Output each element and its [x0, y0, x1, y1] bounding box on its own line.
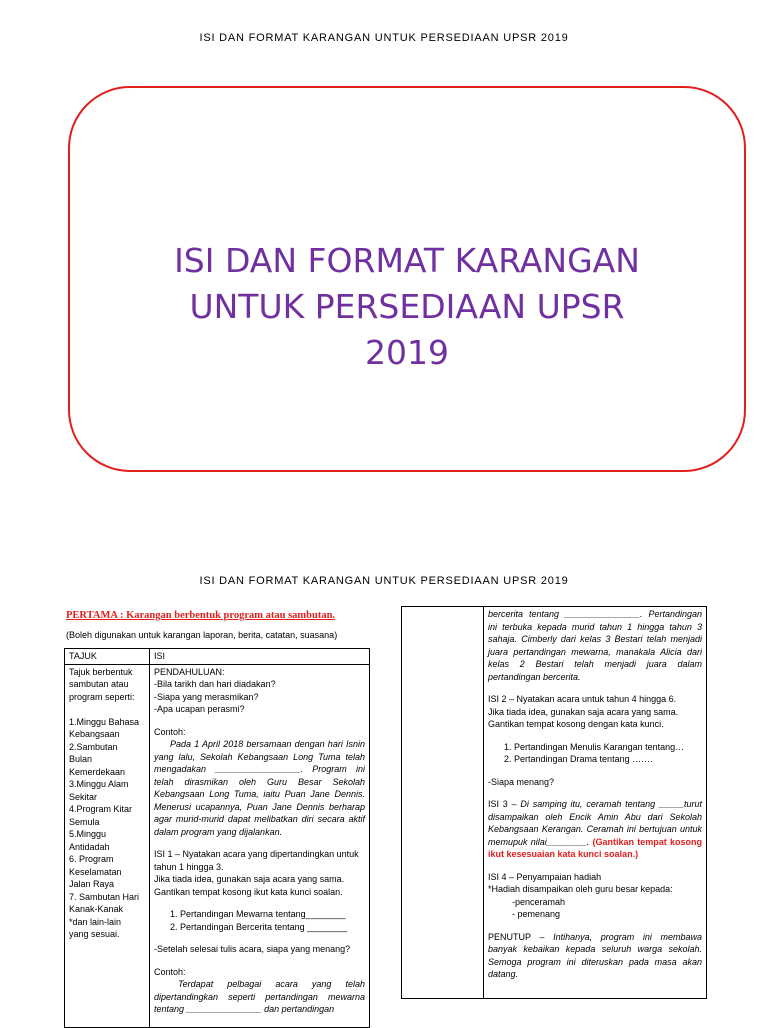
- tajuk-line: Tajuk berbentuk: [69, 666, 133, 677]
- cover-title-line-2: UNTUK PERSEDIAAN UPSR: [189, 287, 625, 326]
- isi-1-heading: ISI 1 – Nyatakan acara yang dipertandingkan untuk tahun 1 hingga 3.: [154, 849, 359, 872]
- tajuk-line: program seperti:: [69, 691, 135, 702]
- setelah-question: -Setelah selesai tulis acara, siapa yang menang?: [154, 944, 351, 955]
- list-item-4: 2. Pertandingan Drama tentang …….: [504, 754, 653, 764]
- tajuk-line: Kemerdekaan: [69, 766, 126, 777]
- isi-cell: [150, 664, 370, 1027]
- isi-4-item-2: - pemenang: [512, 909, 561, 919]
- question-1: -Bila tarikh dan hari diadakan?: [154, 679, 276, 690]
- penutup-paragraph: [488, 931, 702, 981]
- tajuk-line: [69, 703, 145, 716]
- tajuk-cell: [65, 664, 150, 1027]
- column-header-isi: ISI: [150, 649, 370, 665]
- tajuk-line: Kanak-Kanak: [69, 904, 124, 915]
- page-header-top: ISI DAN FORMAT KARANGAN UNTUK PERSEDIAAN UPSR 2019: [199, 32, 569, 44]
- tajuk-line: 2.Sambutan: [69, 741, 118, 752]
- contoh-paragraph-1: Pada 1 April 2018 bersamaan dengan hari Isnin yang lalu, Sekolah Kebangsaan Long Tuma telah mengadakan _________________. Program ini telah dirasmikan oleh Guru Besar Sekolah Kebangsaan Long Tuma, iaitu Puan Jane Dennis. Menerusi ucapannya, Puan Jane Dennis berharap agar murid-murid dapat melibatkan diri secara aktif dalam program yang dijalankan.: [154, 739, 365, 837]
- tajuk-line: Semula: [69, 816, 100, 827]
- pendahuluan-label: PENDAHULUAN:: [154, 666, 225, 677]
- tajuk-line: 7. Sambutan Hari: [69, 891, 140, 902]
- isi-4-item-1: -penceramah: [512, 896, 566, 907]
- isi-3-paragraph: [488, 798, 702, 861]
- penutup-label: PENUTUP –: [488, 931, 554, 942]
- section-heading-pertama: PERTAMA : Karangan berbentuk program atau sambutan.: [66, 610, 336, 621]
- tajuk-line: 1.Minggu Bahasa: [69, 716, 140, 727]
- penutup-text: Intihanya, program ini membawa banyak kebaikan kepada seluruh warga sekolah. Semoga program ini diteruskan pada masa akan datang.: [488, 931, 703, 979]
- tajuk-line: sambutan atau: [69, 679, 129, 690]
- question-3: -Apa ucapan perasmi?: [154, 704, 245, 715]
- cover-title: [68, 238, 746, 376]
- list-item-2: 2. Pertandingan Bercerita tentang ________: [170, 921, 348, 932]
- tajuk-line: Kebangsaan: [69, 729, 120, 740]
- tajuk-line: Bulan: [69, 754, 93, 765]
- format-table-left: [64, 648, 370, 1028]
- tajuk-line: Sekitar: [69, 791, 98, 802]
- page-header-mid: ISI DAN FORMAT KARANGAN UNTUK PERSEDIAAN UPSR 2019: [199, 575, 569, 587]
- tajuk-line: 4.Program Kitar: [69, 804, 133, 815]
- list-item-3: 1. Pertandingan Menulis Karangan tentang…: [504, 741, 685, 752]
- isi-2-note-b: Gantikan tempat kosong dengan kata kunci.: [488, 719, 664, 729]
- tajuk-cell-right: [402, 607, 484, 999]
- siapa-question: -Siapa menang?: [488, 776, 555, 787]
- isi-2-note-a: Jika tiada idea, gunakan saja acara yang sama.: [488, 706, 679, 717]
- section-note: (Boleh digunakan untuk karangan laporan, berita, catatan, suasana): [66, 630, 338, 640]
- tajuk-line: yang sesuai.: [69, 929, 120, 940]
- isi-3-label: ISI 3 –: [488, 799, 521, 809]
- tajuk-line: 6. Program: [69, 854, 114, 865]
- isi-1-note-a: Jika tiada idea, gunakan saja acara yang sama.: [154, 874, 345, 885]
- isi-3-text: Di samping itu, ceramah tentang _____turut disampaikan oleh Encik Amin Abu dari Sekolah Kebangsaan Kerangan. Ceramah ini bertujuan untuk memupuk nilai________.: [488, 799, 702, 847]
- isi-1-note-b: Gantikan tempat kosong ikut kata kunci soalan.: [154, 886, 343, 897]
- contoh-label-1: Contoh:: [154, 726, 186, 737]
- continued-paragraph: bercerita tentang _______________. Pertandingan ini terbuka kepada murid tahun 1 hingga tahun 3 sahaja. Cimberly dari kelas 3 Bestari telah menjadi juara pertandingan mewarna, manakala Alicia dari kelas 2 Bestari telah menjadi juara dalam pertandingan bercerita.: [488, 609, 702, 682]
- list-item-1: 1. Pertandingan Mewarna tentang________: [170, 909, 346, 920]
- cover-title-line-1: ISI DAN FORMAT KARANGAN: [174, 241, 640, 280]
- isi-4-heading: ISI 4 – Penyampaian hadiah: [488, 871, 602, 882]
- column-header-tajuk: TAJUK: [65, 649, 150, 665]
- tajuk-line: Jalan Raya: [69, 879, 115, 890]
- tajuk-line: *dan lain-lain: [69, 916, 122, 927]
- contoh-paragraph-2: Terdapat pelbagai acara yang telah dipertandingkan seperti pertandingan mewarna tentang _______________ dan pertandingan: [154, 979, 365, 1015]
- isi-cell-right: [484, 607, 707, 999]
- contoh-label-2: Contoh:: [154, 966, 186, 977]
- tajuk-line: Keselamatan: [69, 866, 122, 877]
- tajuk-line: 5.Minggu: [69, 829, 107, 840]
- isi-2-heading: ISI 2 – Nyatakan acara untuk tahun 4 hingga 6.: [488, 694, 677, 704]
- tajuk-line: 3.Minggu Alam: [69, 779, 129, 790]
- cover-title-line-3: 2019: [365, 333, 449, 372]
- isi-4-note: *Hadiah disampaikan oleh guru besar kepada:: [488, 884, 673, 894]
- tajuk-line: Antidadah: [69, 841, 110, 852]
- isi-3-red-note: (Gantikan tempat kosong ikut kesesuaian kata kunci soalan.): [488, 836, 702, 859]
- format-table-right: [401, 606, 707, 999]
- question-2: -Siapa yang merasmikan?: [154, 691, 259, 702]
